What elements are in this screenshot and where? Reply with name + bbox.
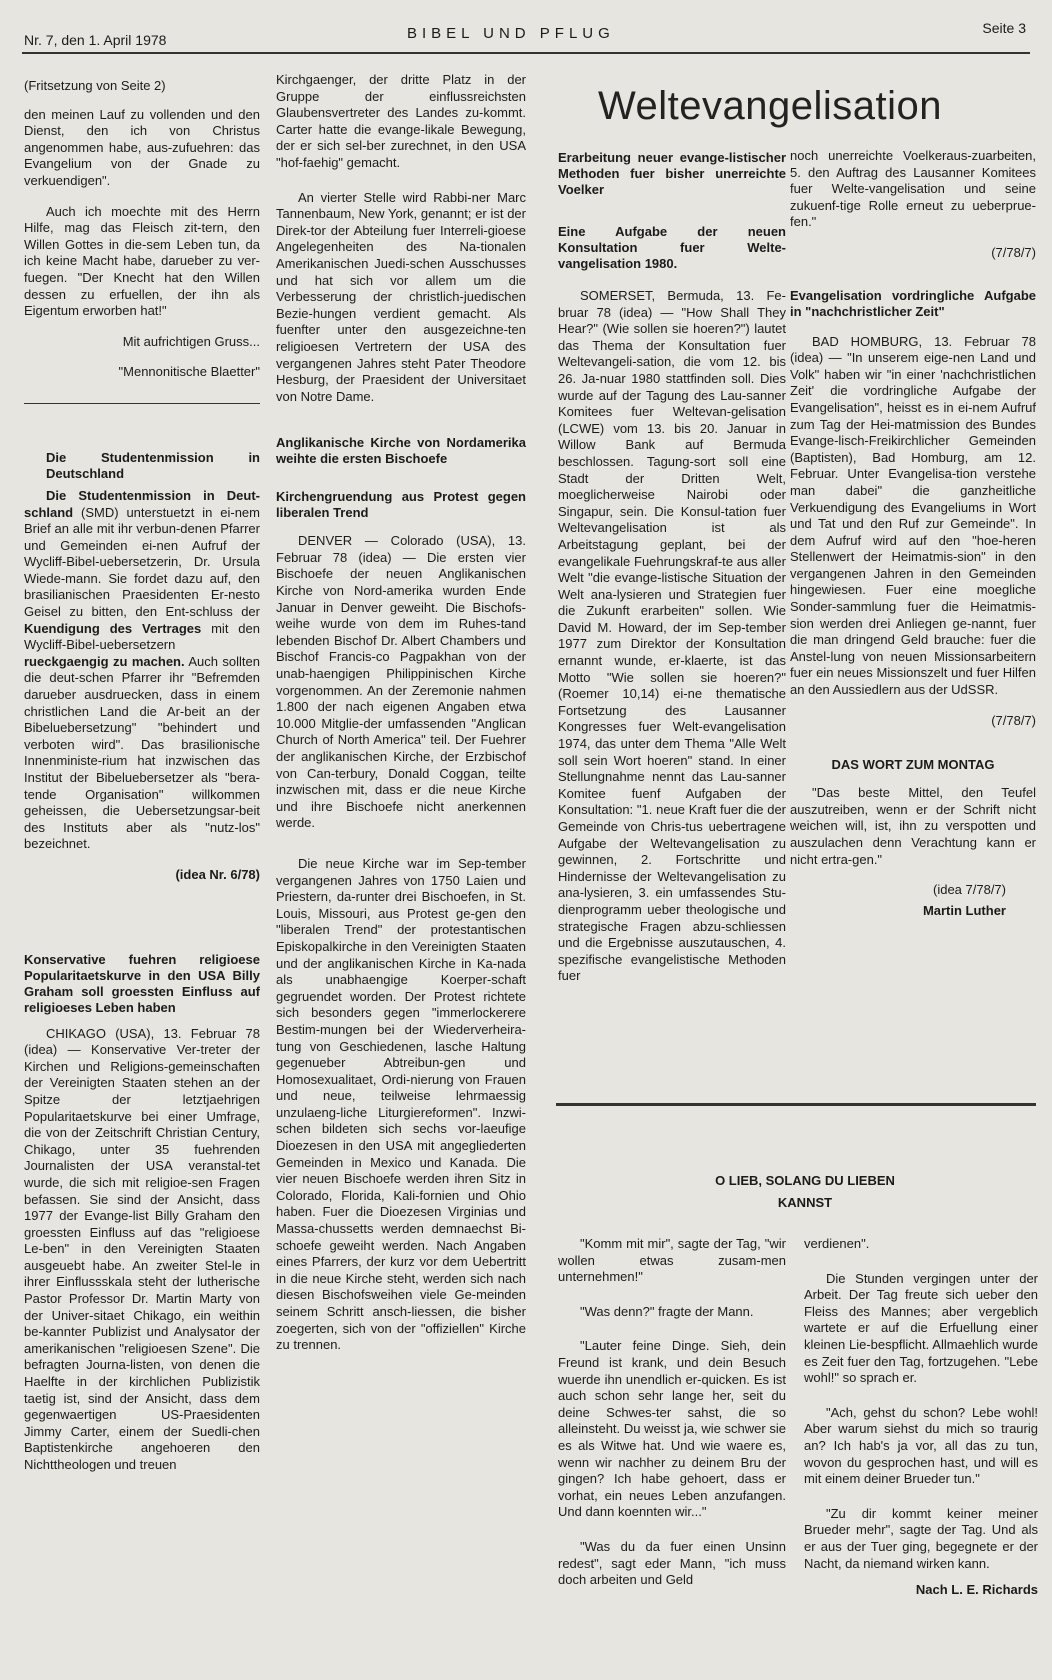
article-headline: Evangelisation vordringliche Aufgabe in "nachchristlicher Zeit" <box>790 287 1036 319</box>
story-text: "Was du da fuer einen Unsinn redest", sagt eder Mann, "ich muss doch arbeiten und Geld <box>558 1538 786 1588</box>
source-note: (idea Nr. 6/78) <box>175 866 260 882</box>
article-subheadline: Eine Aufgabe der neuen Konsultation fuer Welte-vangelisation 1980. <box>558 224 786 271</box>
story-text: Die Stunden vergingen unter der Arbeit. Der Tag freute sich ueber den Fleiss des Mannes; aber vergeblich wartete er auf die Erfuellung einer kleinen Lie-bespflicht. Allmaehlich wurde es Zeit fuer den Tag, fortzugehen. "Lebe wohl!" so sprach er. <box>804 1270 1038 1386</box>
article-subheadline: Kirchengruendung aus Protest gegen liberalen Trend <box>276 489 526 521</box>
source-note: "Mennonitische Blaetter" <box>118 364 260 380</box>
publication-title: BIBEL UND PFLUG <box>407 25 615 42</box>
article-headline: Anglikanische Kirche von Nordamerika weihte die ersten Bischoefe <box>276 435 526 467</box>
section-divider <box>556 1103 1036 1106</box>
continuation-note: (Fritsetzung von Seite 2) <box>24 78 166 93</box>
story-text: "Ach, gehst du schon? Lebe wohl! Aber warum siehst du mich so traurig an? Ich hab's ja vor, all das zu tun, wovon du gesprochen hast, und will es mit einem deiner Brueder tun." <box>804 1404 1038 1487</box>
article-text: Auch ich moechte mit des Herrn Hilfe, mag das Fleisch zit-tern, den Willen Gottes in die-sem Leben tun, da ich keine Macht habe, darueber zu ver-fuegen. "Der Knecht hat den Willen dessen zu erfuellen, der ihn als Eigentum erworben hat!" <box>24 203 260 319</box>
article-text: den meinen Lauf zu vollenden und den Dienst, den ich von Christus angenommen habe, aus-zufuehren: das Evangelium von der Gnade zu verkuendigen". <box>24 106 260 188</box>
story-headline: O LIEB, SOLANG DU LIEBEN KANNST <box>715 1173 895 1210</box>
article-headline: Die Studentenmission in Deutschland <box>46 449 260 481</box>
section-title: Weltevangelisation <box>598 84 943 128</box>
article-text: BAD HOMBURG, 13. Februar 78 (idea) — "In unserem eige-nen Land und Volk" haben wir "in einer 'nachchristlichen Zeit' die vordringliche Aufgabe der Evangelisation", heisst es in ei-nem Aufruf zum Tag der Hei-matmission des Bundes Evange-lisch-Freikirchlicher Gemeinden (Baptisten), Bad Homburg, am 12. Februar. Unter Evangelisa-tion verstehe man dabei" die ganzheitliche Verkuendigung des Evangeliums in Wort und Tat und den Ruf zur Gemeinde". In dem Aufruf wird auf den "hoe-heren Stellenwert der Heimatmis-sion" in den vergangenen Jahren in den Gemeinden hingewiesen. Fuer eine moegliche Sonder-sammlung fuer die Heimatmis-sion werden drei Anliegen ge-nannt, fuer die man dringend Geld brauche: fuer die Anstel-lung von neuen Missionsarbeitern fuer ein neues Missionszelt und fuer Hilfen an den Aussiedlern aus der UdSSR. <box>790 333 1036 698</box>
story-text: "Zu dir kommt keiner meiner Brueder mehr", sagte der Tag. Und als er aus der Tuer ging, begegnete er der Nacht, da niemand wirken kann. <box>804 1505 1038 1571</box>
article-text: noch unerreichte Voelkeraus-zuarbeiten, 5. den Auftrag des Lausanner Komitees fuer Welte-vangelisation und seine zukuenf-tige Rolle erneut zu ueberprue-fen." <box>790 148 1036 230</box>
issue-date: Nr. 7, den 1. April 1978 <box>24 32 167 48</box>
quote-source: (idea 7/78/7) <box>933 882 1006 898</box>
page-header <box>22 20 1030 54</box>
quote-text: "Das beste Mittel, den Teufel auszutreiben, wenn er der Schrift nicht weichen will, ist, ihn zu verspotten und auszulachen denn Verachtung kann er nicht ertra-gen." <box>790 785 1036 867</box>
source-note: (7/78/7) <box>991 244 1036 260</box>
quote-author: Martin Luther <box>922 902 1006 918</box>
story-text: "Lauter feine Dinge. Sieh, dein Freund ist krank, und dein Besuch wuerde ihn unendlich er-quicken. Es ist auch schon sehr lange her, seit du deine Schwes-ter sahst, die so alleinsteht. Du weisst ja, wie schwer sie es als Witwe hat. Und wie waere es, wenn wir nachher zu deinem Bru der gingen? Ich habe gehoert, dass er vorhat, ein neues Leben anzufangen. Und dann koennten wir..." <box>558 1338 786 1520</box>
article-text: Kirchgaenger, der dritte Platz in der Gruppe der einflussreichsten Glaubensvertreter des Landes zu-kommt. Carter hatte die evange-likale Bewegung, der er sich sel-ber zurechnet, in den USA "hof-faehig" gemacht. <box>276 72 526 170</box>
article-text: CHIKAGO (USA), 13. Februar 78 (idea) — Konservative Ver-treter der Kirchen und Religions-gemeinschaften der Vereinigten Staaten stehen an der Spitze der letztjaehrigen Popularitaetskurve bei einer Umfrage, die von der Zeitschrift Christian Century, Chikago, unter 35 fuehrenden Journalisten der USA veranstal-tet wurde, die sich mit religioe-sen Fragen befassen. Sie sind der Ansicht, dass 1977 der Evange-list Billy Graham den groessten Einfluss auf das "religioese Le-ben" in den Vereinigten Staaten ausgeuebt habe. An zweiter Stel-le in ihrer Einflussskala steht der lutherische Pastor Professor Dr. Martin Marty von der Univer-sitaet Chikago, ein weithin be-kannter Publizist und Analysator der amerikanischen "religioesen Szene". Die befragten Journa-listen, von denen die Haelfte in der kirchlichen Publizistik taetig ist, sind der Ansicht, dass dem gegenwaertigen US-Praesidenten Jimmy Carter, einem der Suedli-chen Baptistenkirche angehoeren den Nichttheologen und treuen <box>24 1025 260 1472</box>
article-text: Die Studentenmission in Deut-schland (SMD) unterstuetzt in ei-nem Brief an alle mit ihr verbun-denen Pfarrer und Gemeinden ei-nen Aufruf der Wycliff-Bibel-uebersetzerin, Dr. Ursula Wiede-mann. Sie fordet dazu auf, den brasilianischen Praesidenten Er-nesto Geisel zu bitten, den Ent-schluss der Kuendigung des Vertrages mit den Wycliff-Bibel-uebersetzern rueckgaengig zu machen. Auch sollten die deut-schen Pfarrer ihr "Befremden darueber ausdruecken, dass in einem christlichen Land die Ar-beit an der Bibeluebersetzung" "behindert und verboten wird". Das brasilionische Innenministe-rium hat inzwischen das Institut der Bibeluebersetzer als "bera-tende Organisation" willkommen geheissen, die Uebersetzungsar-beit des Instituts aber als "nutz-los" bezeichnet. <box>24 487 261 852</box>
quote-headline: DAS WORT ZUM MONTAG <box>831 757 995 773</box>
column-1 <box>24 78 260 1488</box>
article-headline: Konservative fuehren religioese Popularitaetskurve in den USA Billy Graham soll groessten Einfluss auf religioeses Leben haben <box>24 951 260 1015</box>
story-column-left <box>558 1236 786 1603</box>
story-text: "Was denn?" fragte der Mann. <box>580 1303 754 1319</box>
source-note: (7/78/7) <box>991 712 1036 728</box>
divider <box>24 403 260 404</box>
story-column-right <box>804 1236 1038 1613</box>
article-text: Die neue Kirche war im Sep-tember vergangenen Jahres von 1750 Laien und Priestern, da-runter drei Bischoefen, in St. Louis, Missouri, aus Protest ge-gen den "liberalen Trend" der protestantischen Episkopalkirche in den Vereinigten Staaten und der anglikanischen Kirche in Ka-nada als unabhaengige Koerper-schaft gegruendet worden. Der Protest richtete sich besonders gegen "immerlockerere Bestim-mungen bei der Wiederverheira-tung von Geschiedenen, lasche Haltung gegenueber Abtreibun-gen und Homosexualitaet, Ordi-nierung von Frauen und neue, teilweise lehrmaessig unzulaeng-liche Liturgiereformen". Inzwi-schen bildeten sich sechs vor-laeufige Dioezesen in den USA mit angegliederten Gemeinden in Mexico und Kanada. Die vier neuen Bischoefe werden ihren Sitz in Colorado, Florida, Kali-fornien und Ohio haben. Fuer die Dioezesen Virginias und Massa-chussetts werden demnaechst Bi-schoefe geweiht werden. Nach Angaben eines Pfarrers, der kurz vor dem Uebertritt in die neue Kirche steht, werden sich nach diesen Bischofsweihen viele Ge-meinden seinem Schritt ansch-liessen, die bisher zoegerten, sich von der "offiziellen" Kirche zu trennen. <box>276 855 526 1353</box>
column-4 <box>790 148 1036 933</box>
page-number: Seite 3 <box>982 20 1026 36</box>
column-2 <box>276 72 526 1368</box>
story-text: verdienen". <box>804 1236 870 1251</box>
story-author: Nach L. E. Richards <box>915 1582 1038 1598</box>
article-text: DENVER — Colorado (USA), 13. Februar 78 (idea) — Die ersten vier Bischoefe der neuen Anglikanischen Kirche von Nord-amerika wurden Ende Januar in Denver geweiht. Die Bischofs-weihe wurde von dem im Ruhes-tand lebenden Bischof Dr. Albert Chambers und Bischof Francis-co Pagpakhan von der unab-haengigen Philippinischen Kirche vorgenommen. An der Zeremonie nahmen 1.800 der nach eigenen Angaben etwa 10.000 Mitglie-der umfassenden "Anglican Church of North America" teil. Der Fuehrer der anglikanischen Kirche, der Erzbischof von Can-terbury, Donald Coggan, teilte inzwischen mit, dass er die neue Kirche und ihre Bischoefe nicht anerkennen werde. <box>276 533 526 831</box>
article-text: SOMERSET, Bermuda, 13. Fe-bruar 78 (idea) — "How Shall They Hear?" (Wie sollen sie hoeren?") lautet das Thema der Konsultation fuer Weltevangeli-sation, die vom 12. bis 26. Ja-nuar 1980 stattfinden soll. Dies wurde auf der Tagung des Lau-sanner Komitees fuer Weltevan-gelisation (LCWE) vom 13. bis 20. Januar in Willow Bank auf Bermuda beschlossen. Tagung-sort soll eine Stadt der Dritten Welt, moeglicherweise Nairobi oder Singapur, sein. Die Konsul-tation fuer Weltevangelisation ist als Arbeitstagung geplant, bei der evangelikale Fuehrungskraf-te aus aller Welt "die evange-listische Situation der Welt ana-lysieren und Strategien fuer die Zukunft erarbeiten" sollen. Wie David M. Howard, der im Sep-tember 1977 zum Direktor der Konsultation ernannt wunde, er-klaerte, ist das Motto "Wie sollen sie hoeren?" (Roemer 10,14) ei-ne thematische Fortsetzung des Lausanner Kongresses fuer Welt-evangelisation 1974, das unter dem Thema "Alle Welt soll sein Wort hoeren" stand. In einer Stellungnahme nennt das Lau-sanner Komitee fuenf Aufgaben der Konsultation: "1. neue Kraft fuer die der Gemeinde von Chris-tus uebertragene Aufgabe der Weltevangelisation zu gewinnen, 2. Fortschritte und Hindernisse der Weltevangelisation zu ana-lysieren, 3. ein umfassendes Stu-dienprogramm ueber theologische und strategische Fragen abzu-schliessen und die Ergebnisse auszutauschen, 4. spezifische evangelistische Methoden fuer <box>558 288 786 984</box>
article-text: An vierter Stelle wird Rabbi-ner Marc Tannenbaum, New York, genannt; er ist der Direk-tor der Abteilung fuer Interreli-gioese Angelegenheiten des Na-tionalen Amerikanischen Juedi-schen Ausschusses und hat sich vor allem um die Verbesserung der christlich-juedischen Bezie-hungen verdient gemacht. Als fuenfter unter den ausgezeichne-ten religioesen Vertretern der USA des vergangenen Jahres steht Pater Theodore Hesburg, der Praesident der Universitaet von Notre Dame. <box>276 189 526 404</box>
story-text: "Komm mit mir", sagte der Tag, "wir wollen etwas zusam-men unternehmen!" <box>558 1236 786 1285</box>
article-headline: Erarbeitung neuer evange-listischer Methoden fuer bisher unerreichte Voelker <box>558 150 786 197</box>
greeting: Mit aufrichtigen Gruss... <box>122 333 260 349</box>
column-3 <box>558 150 786 999</box>
